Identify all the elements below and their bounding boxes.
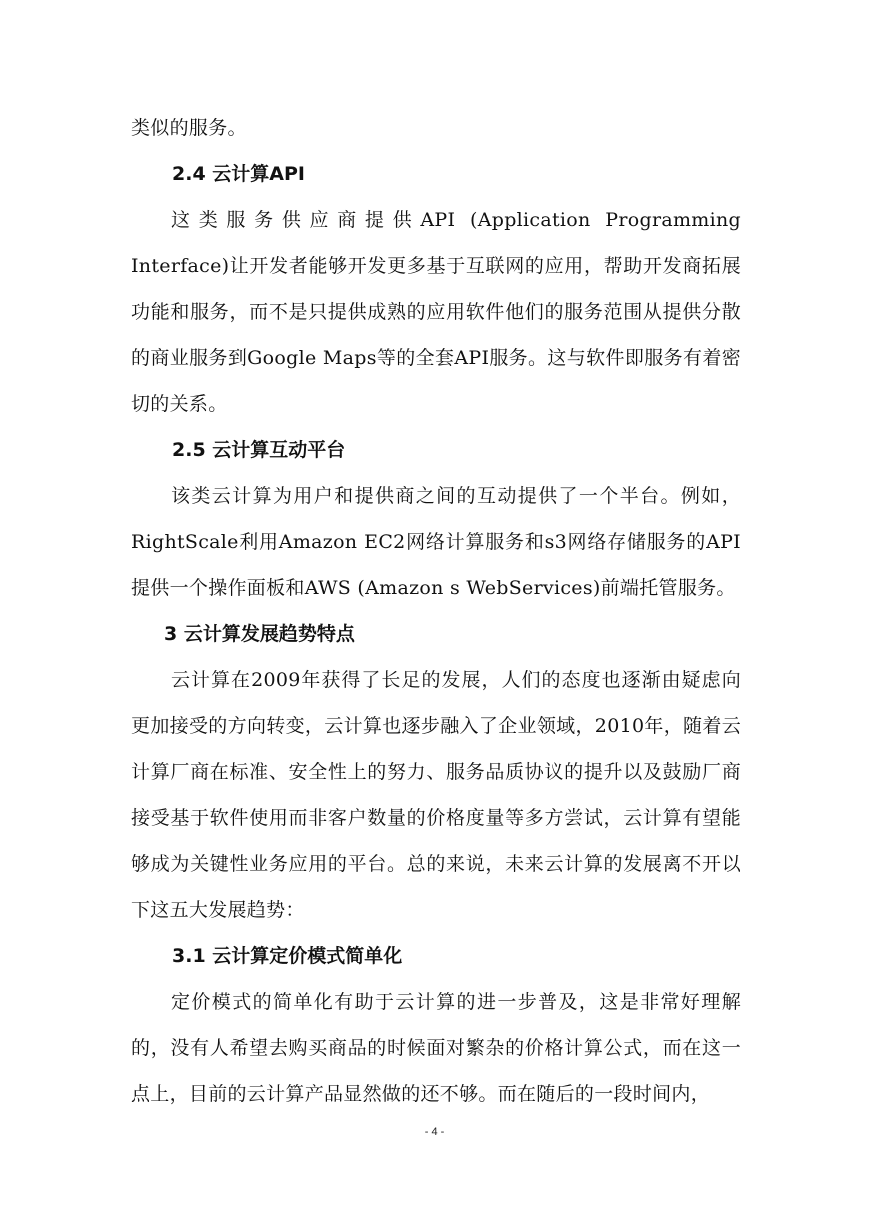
page-number: - 4 - (424, 1126, 445, 1138)
paragraph-platform: 该类云计算为用户和提供商之间的互动提供了一个半台。例如，RightScale利用Amazon EC2网络计算服务和s3网络存储服务的API提供一个操作面板和AWS (Amazon s WebServices)前端托管服务。 (131, 485, 741, 599)
heading-2-5: 2.5 云计算互动平台 (172, 439, 346, 461)
paragraph-api: 这类服务供应商提供API (Application Programming Interface)让开发者能够开发更多基于互联网的应用，帮助开发商拓展功能和服务，而不是只提供成熟的应用软件他们的服务范围从提供分散的商业服务到Google Maps等的全套API服务。这与软件即服务有着密切的关系。 (131, 209, 741, 415)
heading-3: 3 云计算发展趋势特点 (164, 623, 355, 645)
paragraph-continuation: 类似的服务。 (131, 117, 247, 139)
heading-3-1: 3.1 云计算定价模式简单化 (172, 945, 403, 967)
paragraph-trends: 云计算在2009年获得了长足的发展，人们的态度也逐渐由疑虑向更加接受的方向转变，云计算也逐步融入了企业领域，2010年，随着云计算厂商在标准、安全性上的努力、服务品质协议的提升以及鼓励厂商接受基于软件使用而非客户数量的价格度量等多方尝试，云计算有望能够成为关键性业务应用的平台。总的来说，未来云计算的发展离不开以下这五大发展趋势： (131, 669, 741, 921)
heading-2-4: 2.4 云计算API (172, 163, 305, 185)
paragraph-pricing: 定价模式的简单化有助于云计算的进一步普及，这是非常好理解的，没有人希望去购买商品的时候面对繁杂的价格计算公式，而在这一点上，目前的云计算产品显然做的还不够。而在随后的一段时间内， (131, 991, 741, 1105)
